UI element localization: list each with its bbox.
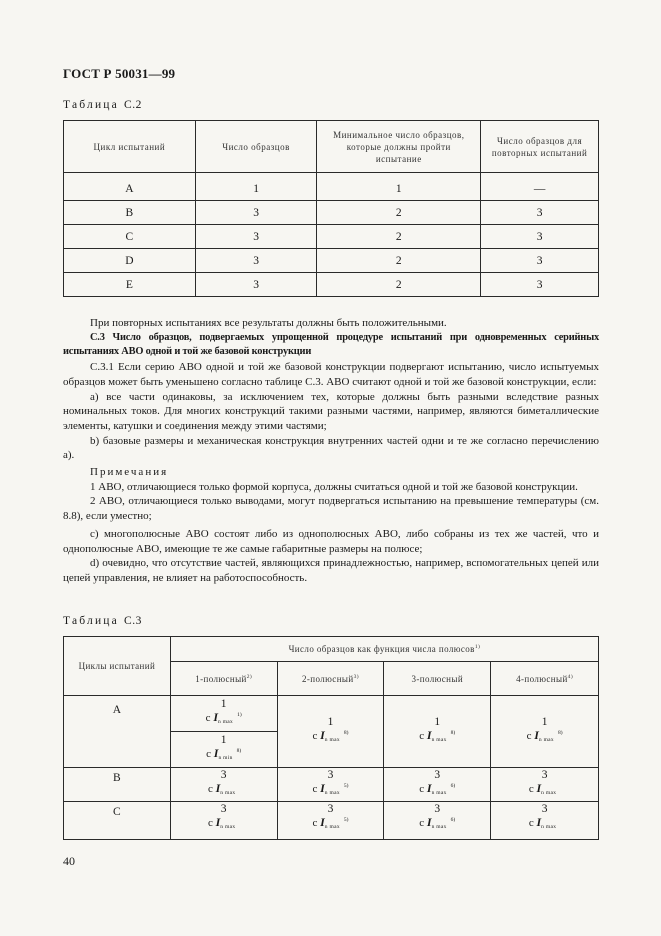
count-value: 1	[220, 734, 227, 746]
count-value: 1	[327, 716, 334, 728]
count-value: 1	[434, 716, 441, 728]
table-cell: 3	[195, 201, 317, 225]
table-c2-caption-word: Таблица	[63, 99, 119, 111]
subheader-label: 3-полюсный	[411, 673, 464, 684]
footnote-ref: 8)	[236, 748, 242, 754]
table-cell: 3	[195, 249, 317, 273]
count-cell	[170, 802, 277, 840]
table-c2-header-cell: Число образцов	[195, 121, 317, 173]
subscript: n max	[324, 790, 340, 796]
count-value: 3	[434, 769, 441, 781]
table-c3-caption-word: Таблица	[63, 615, 119, 627]
count-value: 3	[541, 803, 548, 815]
table-c3	[63, 636, 599, 840]
count-cell	[491, 768, 599, 802]
cycle-cell: В	[64, 768, 171, 802]
count-expression: 1 с $I_{n max}^{8)}$	[312, 716, 349, 743]
table-c3-subheader-cell	[170, 662, 277, 696]
table-row	[64, 802, 599, 840]
subheader-label: 1-полюсный	[195, 673, 247, 684]
subscript: n max	[541, 790, 557, 796]
table-row	[64, 768, 599, 802]
count-value: 3	[220, 803, 227, 815]
footnote-ref: 5)	[343, 817, 349, 823]
subscript: n max	[431, 737, 447, 743]
count-cell	[277, 768, 384, 802]
footnote-ref: 5)	[343, 783, 349, 789]
list-item: а) все части одинаковы, за исключением тех, которые должны быть разными вследствие разных номинальных токов. Для многих конструкций такими разными частями, например, являются биметаллические элементы, катушки и соединения между этими частями;	[63, 390, 599, 432]
footnote-ref: 6)	[450, 783, 456, 789]
subscript: n max	[431, 790, 447, 796]
table-cell: 1	[195, 173, 317, 201]
table-row	[64, 201, 599, 225]
table-cell: А	[64, 173, 196, 201]
footnote-ref: 3)	[353, 673, 359, 680]
table-row	[64, 249, 599, 273]
footnote-ref: 8)	[343, 730, 349, 736]
note: 2 АВО, отличающиеся только выводами, могут подвергаться испытанию на превышение температуры (см. 8.8), если уместно;	[63, 495, 599, 523]
subscript: n max	[220, 824, 236, 830]
count-expression: 3 с $I_{n max}$	[208, 804, 239, 833]
count-cell	[170, 696, 277, 732]
footnote-ref: 1)	[474, 644, 481, 650]
table-cell: 1	[317, 173, 481, 201]
subscript: n max	[324, 737, 340, 743]
table-c3-header-cell: Циклы испытаний	[64, 637, 171, 696]
count-value: 3	[220, 769, 227, 781]
page-number: 40	[63, 854, 75, 868]
count-expression: 3 с $I_{n max}^{5)}$	[312, 769, 349, 796]
footnote-ref: 2)	[246, 673, 253, 680]
subscript: n max	[431, 824, 447, 830]
count-cell	[384, 696, 491, 768]
note: 1 АВО, отличающиеся только формой корпуса, должны считаться одной и той же базовой конструкции.	[90, 480, 578, 493]
table-cell: 3	[195, 273, 317, 297]
subheader-label: 4-полюсный	[516, 673, 568, 684]
count-expression: 3 с $I_{n max}$	[208, 770, 239, 799]
subscript: n max	[538, 737, 554, 743]
count-value: 3	[327, 769, 334, 781]
table-cell: 3	[195, 225, 317, 249]
table-cell: 3	[481, 201, 599, 225]
subheader-label: 2-полюсный	[301, 673, 354, 684]
section-heading: С.3 Число образцов, подвергаемых упрощенной процедуре испытаний при одновременных серийных испытаниях АВО одной и той же базовой конструкции	[63, 331, 599, 358]
table-c3-caption-number: С.3	[124, 615, 142, 627]
list-item: d) очевидно, что отсутствие частей, являющихся принадлежностью, например, вспомогательных цепей или цепей управления, не влияет на работоспособность.	[63, 557, 599, 584]
subscript: n max	[541, 824, 557, 830]
table-cell: 2	[317, 249, 481, 273]
table-c2-caption-number: С.2	[124, 99, 142, 111]
table-cell: 3	[481, 249, 599, 273]
subscript: n max	[217, 719, 234, 725]
cycle-cell: С	[64, 802, 171, 840]
count-value: 1	[541, 716, 548, 728]
table-cell: 3	[481, 273, 599, 297]
subscript: n min	[218, 755, 233, 761]
count-expression: 3 с $I_{n max}^{6)}$	[419, 803, 456, 830]
table-cell: 2	[317, 201, 481, 225]
count-expression: 1 с $I_{n max}^{8)}$	[419, 716, 456, 743]
count-cell	[170, 768, 277, 802]
count-expression: 1 с $I_{n max}^{1)}$	[205, 698, 242, 725]
table-c2-header-cell: Минимальное число образцов, которые должны пройти испытание	[317, 121, 481, 173]
footnote-ref: 8)	[450, 730, 456, 736]
table-c2-header-row	[64, 121, 599, 173]
count-expression: 1 с $I_{n min}^{8)}$	[206, 734, 242, 761]
table-c3-caption	[63, 615, 142, 627]
notes-title: Примечания	[90, 466, 169, 479]
table-c2-header-cell: Число образцов для повторных испытаний	[481, 121, 599, 173]
table-cell: D	[64, 249, 196, 273]
document-header: ГОСТ Р 50031—99	[63, 66, 176, 81]
count-cell	[170, 732, 277, 768]
table-c3-subheader-cell	[491, 662, 599, 696]
count-cell	[491, 696, 599, 768]
table-row	[64, 696, 599, 732]
footnote-ref: 8)	[557, 730, 563, 736]
count-value: 1	[220, 698, 227, 710]
table-c3-subheader-cell	[277, 662, 384, 696]
table-c3-subheader-cell	[384, 662, 491, 696]
list-item: с) многополюсные АВО состоят либо из однополюсных АВО, либо собраны из тех же частей, что и однополюсные АВО, имеющие те же самые габаритные размеры на полюсе;	[63, 527, 599, 555]
list-item: b) базовые размеры и механическая конструкция внутренних частей одни и те же согласно перечислению а).	[63, 434, 599, 462]
paragraph: С.3.1 Если серию АВО одной и той же базовой конструкции подвергают испытанию, число испытуемых образцов может быть уменьшено согласно таблице С.3. АВО считают одной и той же базовой конструкции, если:	[63, 361, 599, 388]
table-c2-header-cell: Цикл испытаний	[64, 121, 196, 173]
table-cell: Е	[64, 273, 196, 297]
table-cell: 2	[317, 273, 481, 297]
count-value: 3	[541, 769, 548, 781]
count-expression: 3 с $I_{n max}$	[529, 804, 560, 833]
count-expression: 3 с $I_{n max}$	[529, 770, 560, 799]
table-cell: —	[481, 173, 599, 201]
count-expression: 1 с $I_{n max}^{8)}$	[526, 716, 563, 743]
table-cell: С	[64, 225, 196, 249]
count-value: 3	[327, 803, 334, 815]
count-cell	[277, 802, 384, 840]
paragraph: При повторных испытаниях все результаты должны быть положительными.	[90, 317, 447, 329]
table-row	[64, 273, 599, 297]
table-c2-caption	[63, 99, 142, 111]
table-row	[64, 173, 599, 201]
table-row	[64, 225, 599, 249]
table-cell: 3	[481, 225, 599, 249]
table-c2	[63, 120, 599, 297]
footnote-ref: 6)	[450, 817, 456, 823]
table-c3-group-header	[170, 637, 598, 662]
footnote-ref: 1)	[237, 712, 242, 718]
subscript: n max	[324, 824, 340, 830]
cycle-cell: А	[64, 696, 171, 768]
table-c3-header-row	[64, 637, 599, 662]
count-expression: 3 с $I_{n max}^{6)}$	[419, 769, 456, 796]
count-cell	[384, 802, 491, 840]
count-cell	[491, 802, 599, 840]
subscript: n max	[220, 790, 236, 796]
group-header-label: Число образцов как функция числа полюсов	[288, 644, 475, 654]
body-text	[63, 316, 599, 586]
count-cell	[384, 768, 491, 802]
table-cell: 2	[317, 225, 481, 249]
count-value: 3	[434, 803, 441, 815]
count-cell	[277, 696, 384, 768]
footnote-ref: 4)	[567, 673, 574, 680]
count-expression: 3 с $I_{n max}^{5)}$	[312, 803, 349, 830]
table-cell: В	[64, 201, 196, 225]
